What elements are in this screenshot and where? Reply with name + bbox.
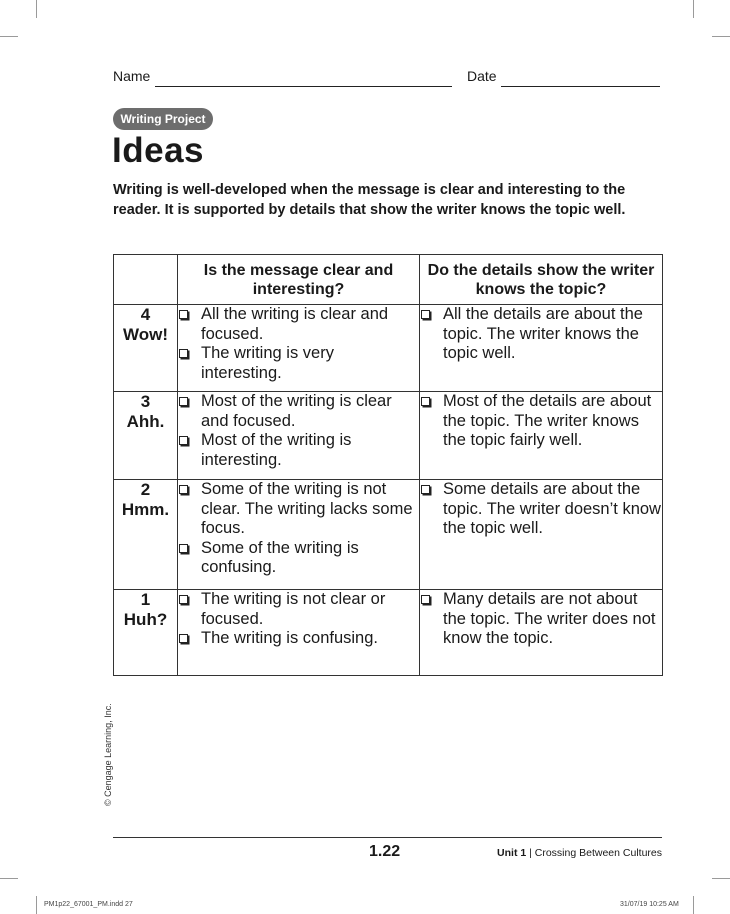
crop-mark — [712, 36, 730, 37]
page-title: Ideas — [112, 131, 204, 170]
checklist-item-text: Most of the writing is interesting. — [201, 431, 352, 469]
copyright-notice: © Cengage Learning, Inc. — [103, 703, 113, 806]
print-slug-date: 31/07/19 10:25 AM — [620, 901, 679, 908]
checkbox-icon[interactable] — [179, 634, 188, 643]
checklist-item — [178, 431, 419, 470]
checkbox-icon[interactable] — [179, 595, 188, 604]
print-slug-file: PM1p22_67001_PM.indd 27 — [44, 901, 133, 908]
checklist-item — [178, 480, 419, 539]
checklist-item-text: Some of the writing is not clear. The writing lacks some focus. — [201, 480, 413, 538]
rubric-message-cell — [178, 305, 420, 392]
rubric-details-cell — [420, 305, 663, 392]
crop-mark — [712, 878, 730, 879]
rubric-details-cell — [420, 392, 663, 480]
checklist-item-text: The writing is very interesting. — [201, 344, 334, 382]
checklist — [420, 480, 662, 539]
checklist-item — [178, 305, 419, 344]
rubric-row — [114, 392, 663, 480]
checklist-item — [178, 539, 419, 578]
checkbox-icon[interactable] — [421, 397, 430, 406]
score-number: 4 — [140, 305, 151, 324]
name-field-line[interactable] — [155, 86, 452, 87]
checklist-item-text: Most of the details are about the topic. The writer knows the topic fairly well. — [443, 392, 652, 450]
checklist-item — [178, 629, 419, 649]
crop-mark — [693, 896, 694, 914]
rubric-header-details: Do the details show the writer knows the topic? — [420, 255, 663, 305]
unit-separator: | — [526, 847, 535, 859]
page-number: 1.22 — [369, 843, 401, 860]
checklist-item-text: Many details are not about the topic. The writer does not know the topic. — [443, 590, 656, 648]
checklist — [178, 590, 419, 649]
checklist-item-text: The writing is confusing. — [201, 629, 378, 648]
rubric-header-corner — [114, 255, 178, 305]
unit-label — [497, 847, 662, 859]
score-number: 3 — [140, 392, 151, 411]
checklist — [420, 590, 662, 649]
rubric-message-cell — [178, 590, 420, 676]
crop-mark — [0, 878, 18, 879]
unit-title: Crossing Between Cultures — [534, 847, 662, 859]
rubric-score-cell — [114, 480, 178, 590]
checkbox-icon[interactable] — [179, 310, 188, 319]
checkbox-icon[interactable] — [421, 485, 430, 494]
checklist-item — [178, 392, 419, 431]
crop-mark — [0, 36, 18, 37]
checklist-item — [420, 305, 662, 364]
crop-mark — [693, 0, 694, 18]
checkbox-icon[interactable] — [179, 349, 188, 358]
checklist-item — [420, 590, 662, 649]
checklist — [178, 305, 419, 383]
score-label: Ahh. — [126, 412, 165, 431]
section-badge: Writing Project — [113, 108, 213, 130]
checkbox-icon[interactable] — [421, 310, 430, 319]
checkbox-icon[interactable] — [179, 397, 188, 406]
score-label: Huh? — [123, 610, 168, 629]
intro-paragraph: Writing is well-developed when the message is clear and interesting to the reader. It is supported by details that show the writer knows the topic well. — [113, 182, 626, 218]
checklist-item — [178, 590, 419, 629]
crop-mark — [36, 0, 37, 18]
rubric-row — [114, 305, 663, 392]
rubric-score-cell — [114, 305, 178, 392]
rubric-row — [114, 590, 663, 676]
rubric-row — [114, 480, 663, 590]
checklist-item-text: All the details are about the topic. The writer knows the topic well. — [443, 305, 643, 363]
checklist-item-text: The writing is not clear or focused. — [201, 590, 386, 628]
score-label: Wow! — [122, 325, 168, 344]
checklist-item-text: All the writing is clear and focused. — [201, 305, 389, 343]
rubric-table — [113, 254, 663, 676]
footer-divider — [113, 837, 662, 838]
name-label: Name — [113, 68, 151, 84]
checklist-item-text: Some details are about the topic. The writer doesn’t know the topic well. — [443, 480, 661, 538]
crop-mark — [36, 896, 37, 914]
checklist-item — [420, 392, 662, 451]
checkbox-icon[interactable] — [179, 544, 188, 553]
checklist — [420, 305, 662, 364]
checklist — [178, 392, 419, 470]
rubric-header-row — [114, 255, 663, 305]
date-label: Date — [467, 68, 497, 84]
rubric-message-cell — [178, 480, 420, 590]
rubric-score-cell — [114, 590, 178, 676]
checkbox-icon[interactable] — [179, 436, 188, 445]
checklist-item-text: Some of the writing is confusing. — [201, 538, 359, 577]
checklist-item — [420, 480, 662, 539]
checklist — [420, 392, 662, 451]
rubric-details-cell — [420, 590, 663, 676]
checklist-item-text: Most of the writing is clear and focused. — [201, 392, 392, 430]
score-number: 2 — [140, 480, 151, 499]
checkbox-icon[interactable] — [421, 595, 430, 604]
date-field-line[interactable] — [501, 86, 660, 87]
unit-number: Unit 1 — [497, 847, 527, 859]
score-number: 1 — [140, 590, 151, 609]
rubric-message-cell — [178, 392, 420, 480]
rubric-details-cell — [420, 480, 663, 590]
score-label: Hmm. — [121, 500, 170, 519]
checklist-item — [178, 344, 419, 383]
checklist — [178, 480, 419, 578]
rubric-score-cell — [114, 392, 178, 480]
rubric-header-message: Is the message clear and interesting? — [178, 255, 420, 305]
checkbox-icon[interactable] — [179, 485, 188, 494]
